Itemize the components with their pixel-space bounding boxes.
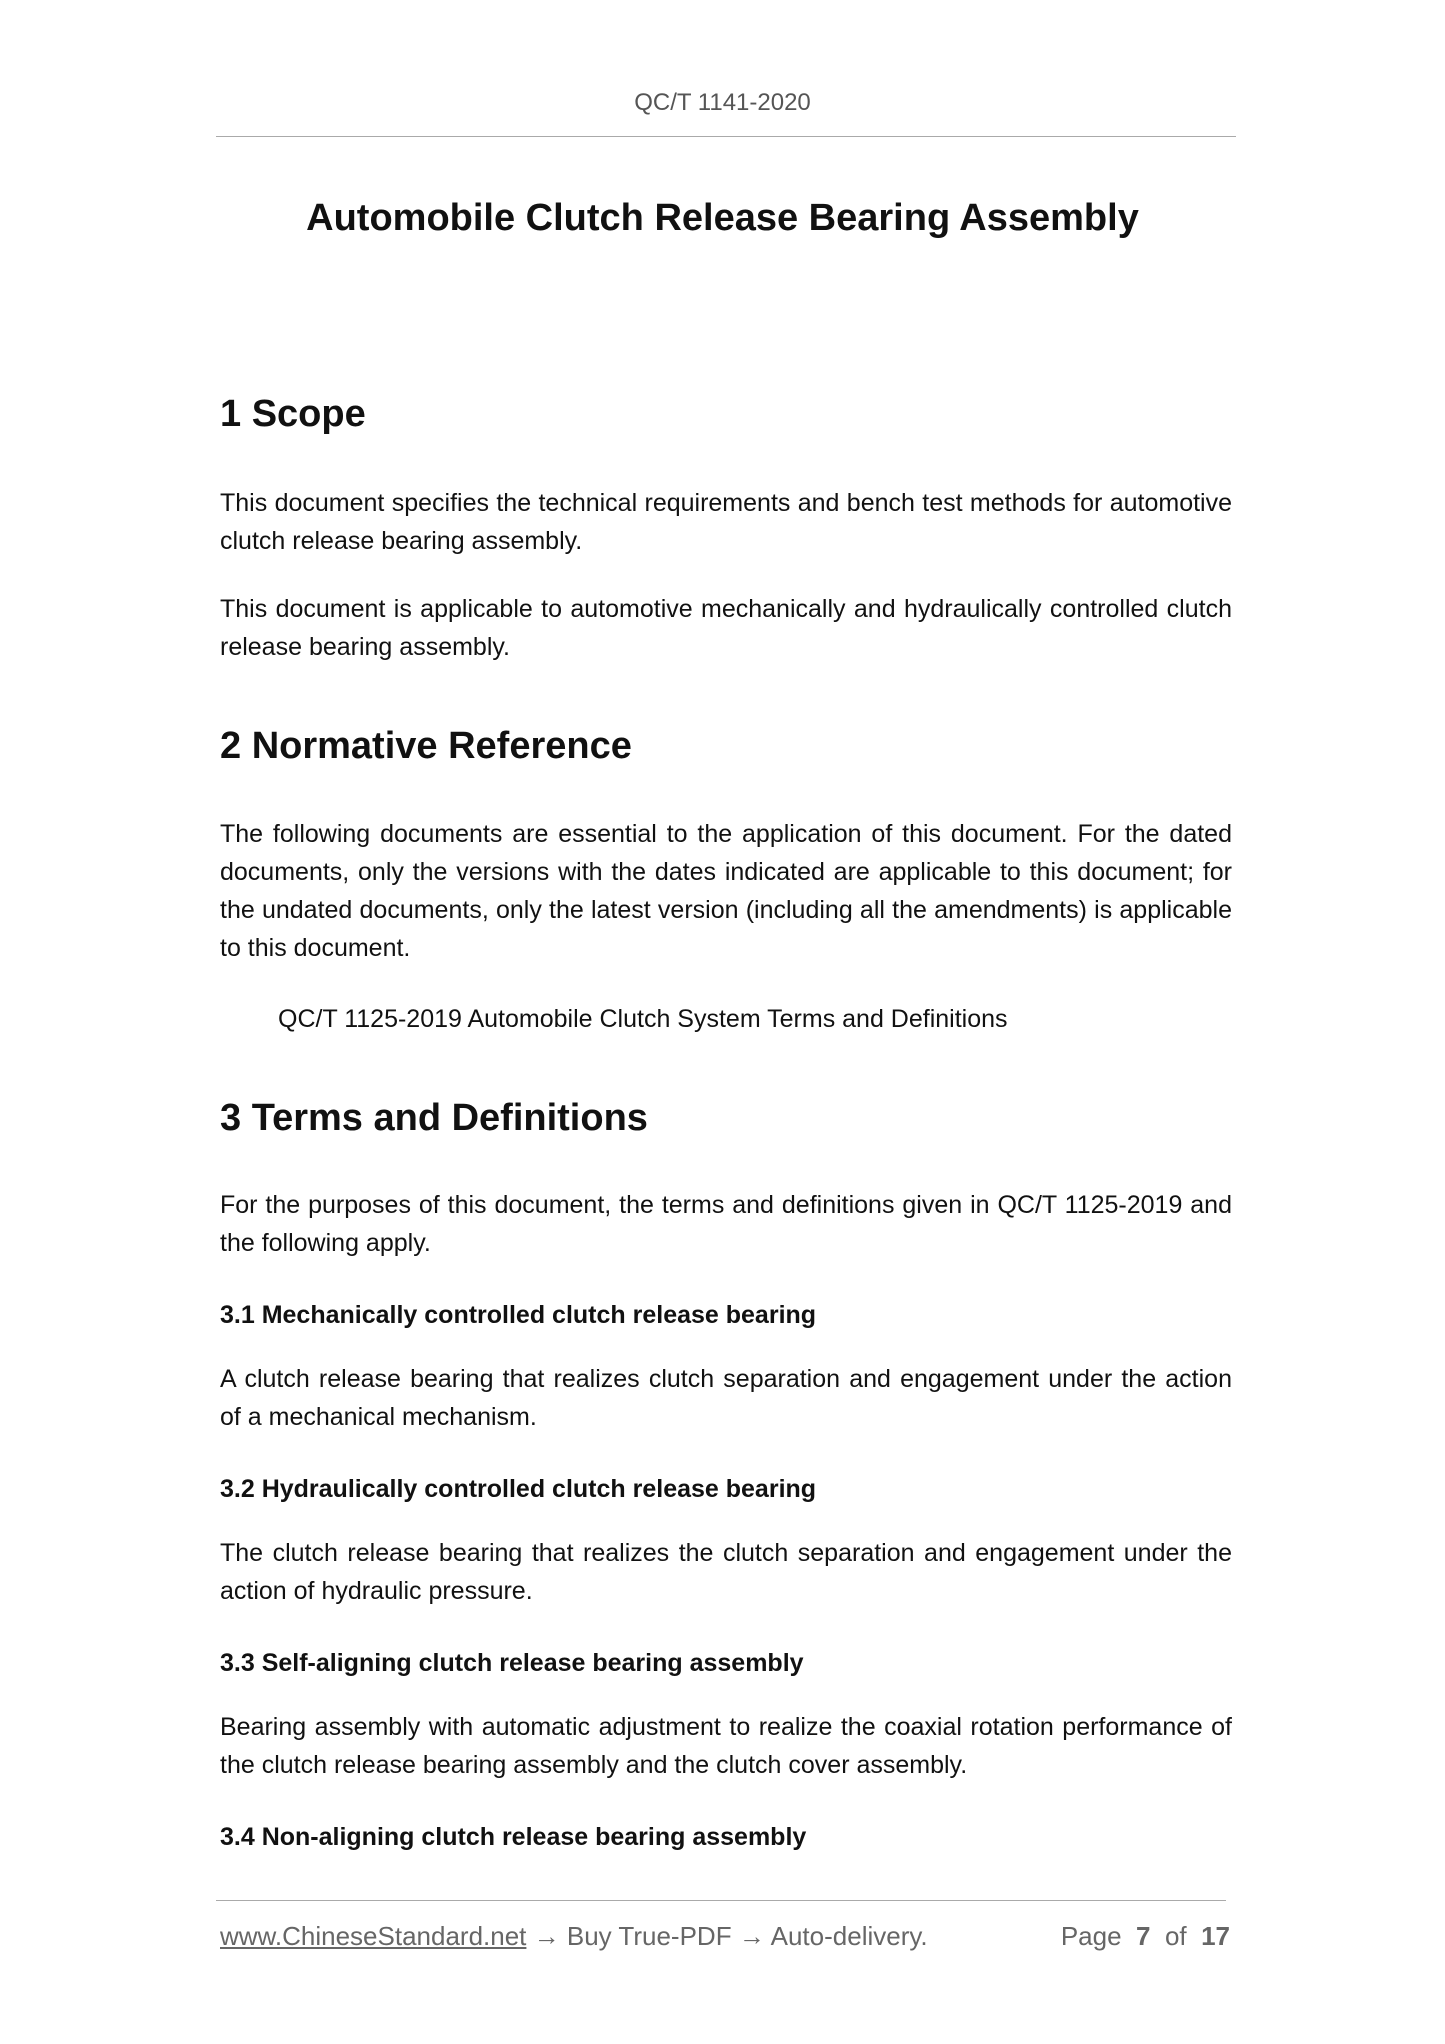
term-3-3-definition: Bearing assembly with automatic adjustment to realize the coaxial rotation performance of the clutch release bearing assembly and the clutch cover assembly. (220, 1713, 1232, 1779)
section-heading-scope: 1 Scope (220, 393, 366, 435)
arrow-right-icon: → (533, 1921, 560, 1951)
page-of: of (1164, 1921, 1187, 1951)
page-label: Page (1060, 1921, 1122, 1951)
term-3-1-definition: A clutch release bearing that realizes clutch separation and engagement under the action of a mechanical mechanism. (220, 1365, 1232, 1431)
term-3-1-heading: 3.1 Mechanically controlled clutch release bearing (220, 1301, 817, 1329)
term-3-3-heading: 3.3 Self-aligning clutch release bearing assembly (220, 1649, 804, 1677)
header-standard-code: QC/T 1141-2020 (634, 89, 811, 116)
page-footer (220, 1918, 1230, 1954)
footer-divider (216, 1900, 1226, 1901)
footer-promo (220, 1918, 928, 1954)
term-3-4-heading: 3.4 Non-aligning clutch release bearing assembly (220, 1823, 807, 1851)
section-heading-terms: 3 Terms and Definitions (220, 1097, 648, 1139)
scope-paragraph-1: This document specifies the technical requirements and bench test methods for automotive clutch release bearing assembly. (220, 489, 1232, 555)
website-link[interactable]: www.ChineseStandard.net (220, 1921, 527, 1951)
page-current: 7 (1136, 1921, 1151, 1951)
header-divider (216, 136, 1236, 137)
term-3-2-definition: The clutch release bearing that realizes the clutch separation and engagement under the action of hydraulic pressure. (220, 1539, 1232, 1605)
arrow-right-icon: → (738, 1921, 765, 1951)
page-total: 17 (1201, 1921, 1230, 1951)
normative-paragraph: The following documents are essential to the application of this document. For the dated documents, only the versions with the dates indicated are applicable to this document; for the undated documents, only the latest version (including all the amendments) is applicable to this document. (220, 820, 1232, 962)
footer-buy-text: Buy True-PDF (566, 1921, 732, 1951)
footer-delivery-text: Auto-delivery. (770, 1921, 928, 1951)
document-title: Automobile Clutch Release Bearing Assembly (306, 197, 1139, 239)
terms-paragraph: For the purposes of this document, the terms and definitions given in QC/T 1125-2019 and the following apply. (220, 1191, 1232, 1257)
section-heading-normative-reference: 2 Normative Reference (220, 725, 632, 767)
scope-paragraph-2: This document is applicable to automotive mechanically and hydraulically controlled clutch release bearing assembly. (220, 595, 1232, 661)
page-number (1061, 1918, 1230, 1954)
normative-reference-item: QC/T 1125-2019 Automobile Clutch System Terms and Definitions (278, 1005, 1008, 1033)
term-3-2-heading: 3.2 Hydraulically controlled clutch release bearing (220, 1475, 817, 1503)
